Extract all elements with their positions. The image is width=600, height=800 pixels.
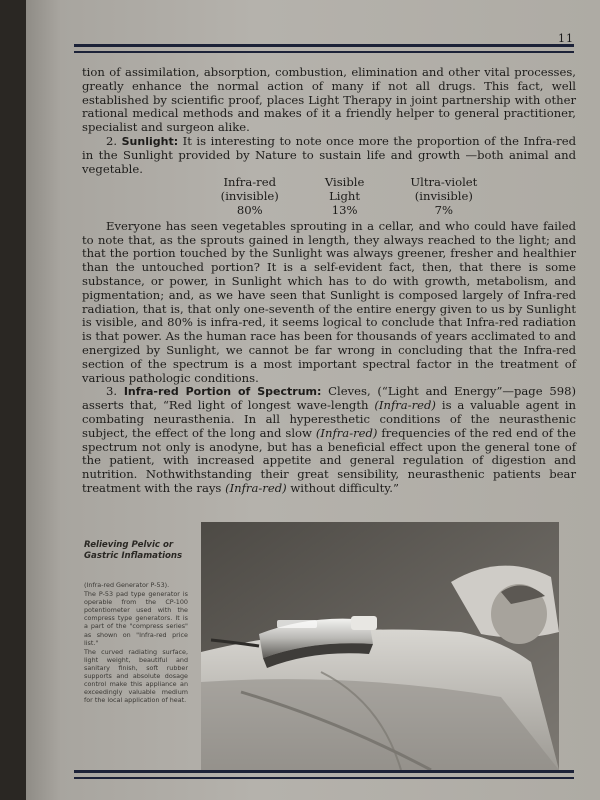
spectrum-value: 7% bbox=[434, 202, 454, 217]
italic-term: (Infra-red) bbox=[225, 480, 287, 495]
spectrum-name: Ultra-violet bbox=[410, 175, 478, 190]
photo-caption-title: Relieving Pelvic or Gastric Inflamations bbox=[84, 540, 183, 561]
paragraph-text: frequencies of the red end of the spectrum not only is anodyne, but has a beneficial effect upon the general tone of the patient, with increased appetite and general regulation of digestion and nutrition. Nothwithstanding their great sensibility, neurasthenic patients bear treatment with the rays bbox=[82, 425, 576, 495]
spectrum-column bbox=[221, 176, 279, 217]
paragraph-number: 3. bbox=[106, 384, 118, 399]
paragraph-3: Everyone has seen vegetables sprouting in a cellar, and who could have failed to note that, as the sprouts gained in length, they always reached to the light; and that the portion touched by the Sunlight was always greener, fresher and healthier than the untouched portion? It is a self-evident fact, then, that there is some substance, or power, in Sunlight which has to do with growth, metabolism, and pigmentation; and, as we have seen that Sunlight is composed largely of Infra-red radiation, that is, that only one-seventh of the entire energy given to us by Sunlight is visible, and 80% is infra-red, it seems logical to conclude that Infra-red radiation is that power. As the human race has been for thousands of years acclimated to and energized by Sunlight, we cannot be far wrong in concluding that the Infra-red section of the spectrum is a most important spectral factor in the treatment of various pathologic conditions. bbox=[82, 218, 576, 385]
page-number: 11 bbox=[558, 32, 574, 45]
paragraph-text: Cleves, (“Light and Energy”—page 598) asserts that, “Red light of longest wave-length bbox=[82, 384, 576, 413]
spectrum-name: Visible bbox=[324, 175, 365, 190]
section-heading-infrared: Infra-red Portion of Spectrum: bbox=[123, 385, 322, 399]
paragraph-sunlight bbox=[82, 135, 576, 176]
spectrum-sub: (invisible) bbox=[414, 189, 473, 204]
bottom-double-rule bbox=[74, 770, 574, 779]
spectrum-column bbox=[325, 176, 365, 217]
paragraph-text: is a valuable agent in combating neurasthenia. In all hyperesthetic conditions of the neurasthenic subject, the effect of the long and slow bbox=[82, 398, 576, 440]
spectrum-column bbox=[410, 176, 477, 217]
paragraph-1: tion of assimilation, absorption, combustion, elimination and other vital processes, greatly enhance the normal action of many if not all drugs. This fact, well established by scientific proof, places Light Therapy in joint partnership with other rational medical methods and makes of it a friendly helper to general practitioner, specialist and surgeon alike. bbox=[82, 65, 576, 135]
photo-illustration bbox=[201, 522, 559, 770]
caption-subtitle: (Infra-red Generator P-53). bbox=[84, 581, 170, 589]
italic-term: (Infra-red) bbox=[315, 425, 378, 440]
spectrum-table bbox=[122, 176, 576, 217]
book-page bbox=[26, 0, 600, 800]
spectrum-value: 13% bbox=[331, 202, 358, 217]
spectrum-name: Infra-red bbox=[223, 175, 277, 190]
spectrum-sub: Light bbox=[329, 189, 361, 204]
italic-term: (Infra-red) bbox=[374, 398, 436, 413]
photo-caption-body bbox=[84, 581, 188, 705]
paragraph-infrared bbox=[82, 385, 576, 495]
top-double-rule bbox=[74, 44, 574, 54]
caption-paragraph: The curved radiating surface, light weight, beautiful and sanitary finish, soft rubber supports and absolute dosage control make this appliance an exceedingly valuable medium for the local application of heat. bbox=[84, 647, 188, 705]
caption-paragraph: The P-53 pad type generator is operable from the CP-100 potentiometer used with the compress type generators. It is a part of the "compress series" as shown on "Infra-red price list." bbox=[84, 590, 188, 647]
paragraph-text: without difficulty.” bbox=[290, 480, 399, 495]
spectrum-value: 80% bbox=[236, 202, 263, 217]
paragraph-number: 2. bbox=[106, 133, 118, 148]
photo-patient-with-generator bbox=[201, 522, 559, 770]
paragraph-text: It is interesting to note once more the proportion of the Infra-red in the Sunlight provided by Nature to sustain life and growth —both animal and vegetable. bbox=[82, 133, 577, 176]
body-text bbox=[82, 66, 576, 496]
spectrum-sub: (invisible) bbox=[220, 189, 279, 204]
section-heading-sunlight: Sunlight: bbox=[121, 134, 179, 148]
